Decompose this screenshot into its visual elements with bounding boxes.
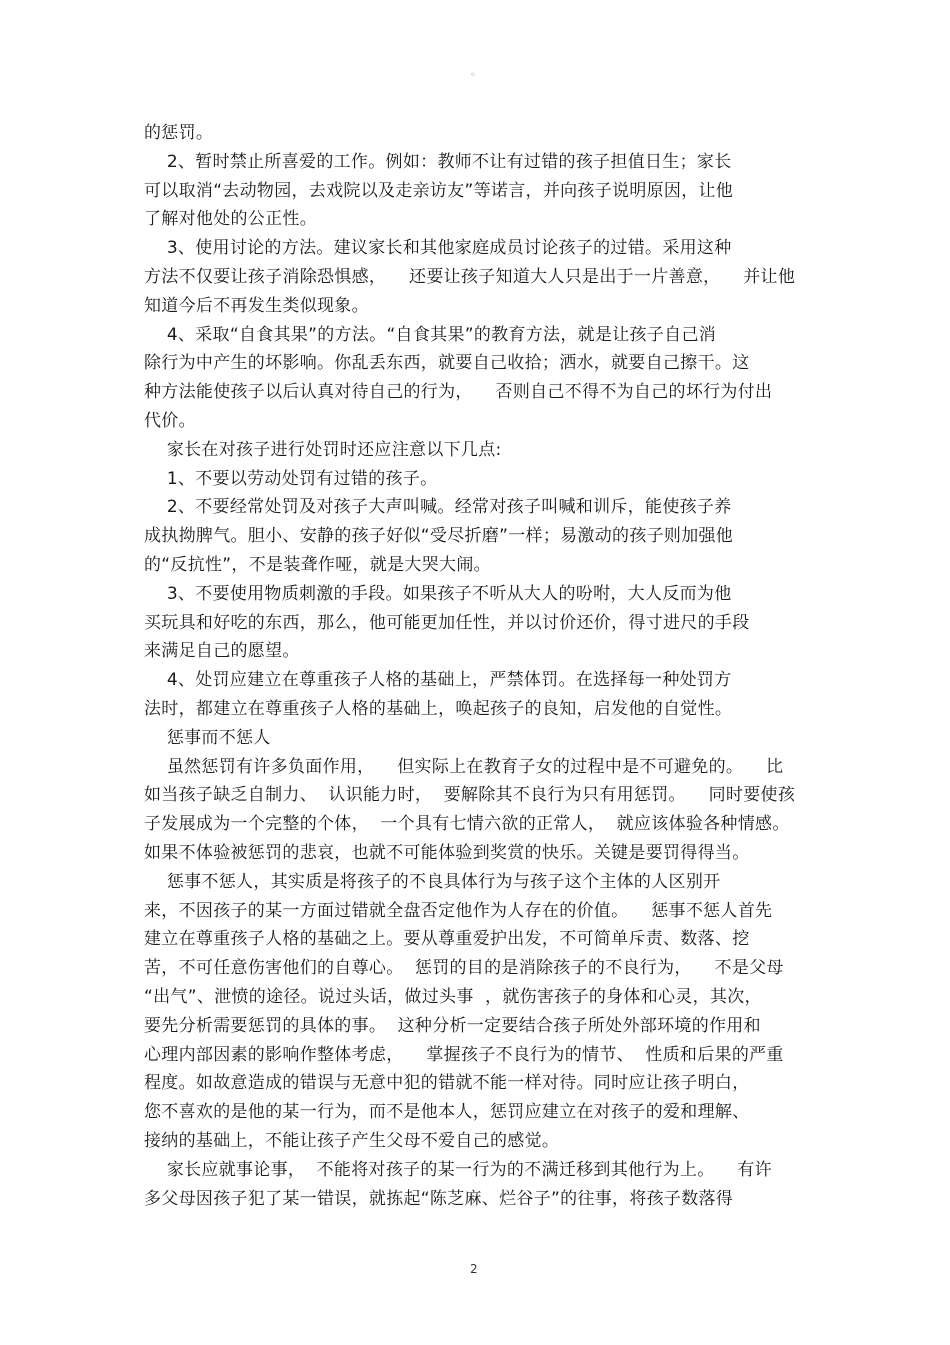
text-line: 您不喜欢的是他的某一行为，而不是他本人，惩罚应建立在对孩子的爱和理解、 (144, 1102, 750, 1123)
text-line: 虽然惩罚有许多负面作用， 但实际上在教育子女的过程中是不可避免的。 比 (144, 756, 784, 777)
text-line: 可以取消“去动物园，去戏院以及走亲访友”等诺言，并向孩子说明原因，让他 (144, 180, 734, 201)
text-line: 子发展成为一个完整的个体， 一个具有七情六欲的正常人， 就应该体验各种情感。 (144, 814, 790, 835)
text-line: 3、不要使用物质刺激的手段。如果孩子不听从大人的吩咐，大人反而为他 (144, 583, 732, 604)
text-line: 来，不因孩子的某一方面过错就全盘否定他作为人存在的价值。 惩事不惩人首先 (144, 900, 773, 921)
text-line: 家长应就事论事， 不能将对孩子的某一行为的不满迁移到其他行为上。 有许 (144, 1159, 772, 1180)
text-line: 程度。如故意造成的错误与无意中犯的错就不能一样对待。同时应让孩子明白， (144, 1073, 750, 1094)
text-line: 来满足自己的愿望。 (144, 641, 300, 662)
text-line: 除行为中产生的坏影响。你乱丢东西，就要自己收拾；洒水，就要自己擦干。这 (144, 353, 750, 374)
text-line: 如当孩子缺乏自制力、 认识能力时， 要解除其不良行为只有用惩罚。 同时要使孩 (144, 785, 796, 806)
text-line: 方法不仅要让孩子消除恐惧感， 还要让孩子知道大人只是出于一片善意， 并让他 (144, 267, 796, 287)
text-line: 法时，都建立在尊重孩子人格的基础上，唤起孩子的良知，启发他的自觉性。 (144, 699, 733, 719)
text-line: 买玩具和好吃的东西，那么，他可能更加任性，并以讨价还价，得寸进尺的手段 (144, 612, 750, 633)
text-line: 了解对他处的公正性。 (144, 209, 317, 230)
text-line: 如果不体验被惩罚的悲哀，也就不可能体验到奖赏的快乐。关键是要罚得得当。 (144, 843, 750, 863)
text-line: 成执拗脾气。胆小、安静的孩子好似“受尽折磨”一样；易激动的孩子则加强他 (144, 526, 734, 547)
text-line: 多父母因孩子犯了某一错误，就拣起“陈芝麻、烂谷子”的往事，将孩子数落得 (144, 1188, 734, 1209)
text-line: 1、不要以劳动处罚有过错的孩子。 (144, 468, 438, 489)
text-line: 4、采取“自食其果”的方法。“自食其果”的教育方法，就是让孩子自己消 (144, 324, 717, 345)
text-line: 3、使用讨论的方法。建议家长和其他家庭成员讨论孩子的过错。采用这种 (144, 238, 732, 259)
text-line: 的惩罚。 (144, 123, 214, 143)
text-line: 苦，不可任意伤害他们的自尊心。 惩罚的目的是消除孩子的不良行为， 不是父母 (144, 958, 784, 979)
text-line: “出气”、泄愤的途径。说过头话，做过头事 ，就伤害孩子的身体和心灵，其次， (144, 987, 762, 1007)
text-line: 2、暂时禁止所喜爱的工作。例如：教师不让有过错的孩子担值日生；家长 (144, 151, 732, 172)
page-number: 2 (470, 1262, 478, 1276)
text-line: 4、处罚应建立在尊重孩子人格的基础上，严禁体罚。在选择每一种处罚方 (144, 670, 732, 691)
text-line: 惩事而不惩人 (144, 727, 271, 748)
text-line: 的“反抗性”，不是装聋作哑，就是大哭大闹。 (144, 555, 491, 575)
text-line: 知道今后不再发生类似现象。 (144, 295, 369, 316)
text-line: 2、不要经常处罚及对孩子大声叫喊。经常对孩子叫喊和训斥，能使孩子养 (144, 497, 732, 518)
text-line: 心理内部因素的影响作整体考虑， 掌握孩子不良行为的情节、 性质和后果的严重 (144, 1044, 784, 1065)
text-line: 种方法能使孩子以后认真对待自己的行为， 否则自己不得不为自己的坏行为付出 (144, 382, 773, 403)
text-line: 代价。 (144, 411, 196, 431)
text-line: 建立在尊重孩子人格的基础之上。要从尊重爱护出发，不可简单斥责、数落、挖 (144, 929, 750, 950)
text-line: 接纳的基础上，不能让孩子产生父母不爱自己的感觉。 (144, 1131, 560, 1151)
text-line: 家长在对孩子进行处罚时还应注意以下几点: (144, 439, 502, 460)
text-line: 要先分析需要惩罚的具体的事。 这种分析一定要结合孩子所处外部环境的作用和 (144, 1015, 761, 1036)
text-line: 惩事不惩人，其实质是将孩子的不良具体行为与孩子这个主体的人区别开 (144, 871, 721, 892)
header-mark: ◦ (470, 70, 476, 81)
